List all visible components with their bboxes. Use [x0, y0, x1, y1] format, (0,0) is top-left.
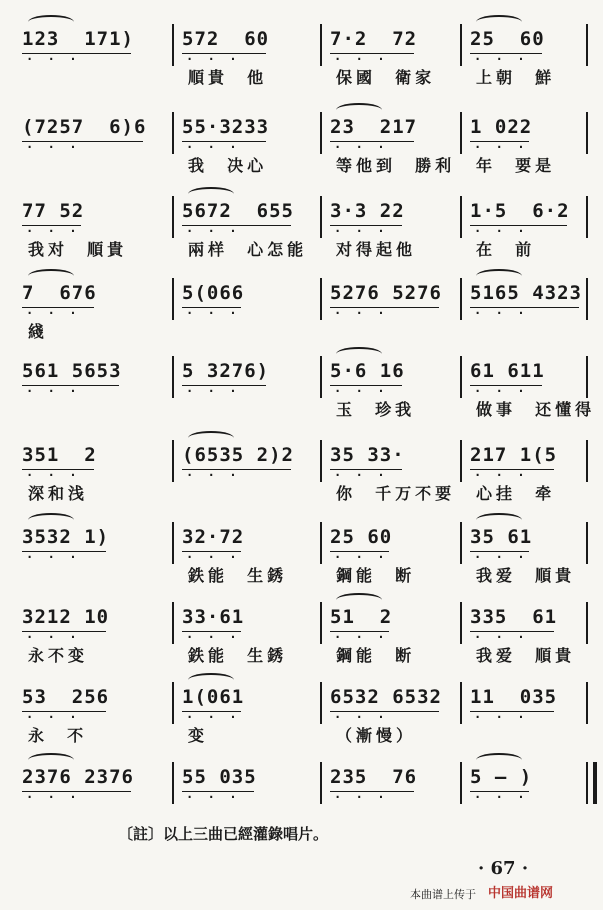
slur-mark — [28, 15, 74, 29]
barline — [172, 682, 174, 724]
barline — [586, 196, 588, 238]
measure-notes: · · · 35 61 — [470, 522, 532, 552]
barline — [586, 522, 588, 564]
slur-mark — [336, 593, 382, 607]
lyric-text: 我爱 順貴 — [476, 566, 576, 585]
footnote: 〔註〕以上三曲已經灌錄唱片。 — [118, 825, 329, 843]
barline — [172, 278, 174, 320]
measure-notes: · · · 5672 655 — [182, 196, 294, 226]
measure-notes: · · · 2376 2376 — [22, 762, 134, 792]
measure-notes: · · · 123 171) — [22, 24, 134, 54]
barline — [320, 112, 322, 154]
barline — [460, 278, 462, 320]
measure-notes: · · · 11 035 — [470, 682, 557, 712]
lyrics-line — [0, 398, 603, 422]
slur-mark — [28, 753, 74, 767]
slur-mark — [336, 103, 382, 117]
barline — [586, 602, 588, 644]
lyric-text: 在 前 — [476, 240, 536, 259]
lyrics-line — [0, 644, 603, 668]
lyric-text: 兩样 心怎能 — [188, 240, 308, 259]
lyrics-line — [0, 564, 603, 588]
measure-notes: · · · 5·6 16 — [330, 356, 405, 386]
measure-notes: · · · 351 2 — [22, 440, 97, 470]
barline — [320, 440, 322, 482]
measure-notes: · · · 335 61 — [470, 602, 557, 632]
barline — [460, 24, 462, 66]
measure-notes: · · · 5 — ) — [470, 762, 532, 792]
measure-notes: · · · 1 022 — [470, 112, 532, 142]
measure-notes: · · · 55·3233 — [182, 112, 269, 142]
notation-line — [0, 762, 603, 792]
notation-line — [0, 278, 603, 308]
barline — [320, 196, 322, 238]
lyrics-line — [0, 482, 603, 506]
lyric-text: 年 要是 — [476, 156, 556, 175]
lyric-text: 玉 珍我 — [336, 400, 416, 419]
lyric-text: 永 不 — [28, 726, 88, 745]
barline — [460, 440, 462, 482]
measure-notes: · · · 77 52 — [22, 196, 84, 226]
measure-notes: · · · 5165 4323 — [470, 278, 582, 308]
measure-notes: · · · 572 60 — [182, 24, 269, 54]
slur-mark — [28, 269, 74, 283]
slur-mark — [336, 347, 382, 361]
barline — [320, 278, 322, 320]
notation-line — [0, 440, 603, 470]
measure-notes: · · · 25 60 — [470, 24, 545, 54]
barline — [320, 356, 322, 398]
barline — [172, 762, 174, 804]
lyric-text: 我 决心 — [188, 156, 268, 175]
notation-line — [0, 602, 603, 632]
measure-notes: · · · (6535 2)2 — [182, 440, 294, 470]
barline — [172, 356, 174, 398]
barline — [320, 682, 322, 724]
notation-line — [0, 682, 603, 712]
measure-notes: · · · 1·5 6·2 — [470, 196, 570, 226]
slur-mark — [476, 513, 522, 527]
lyric-text: 上朝 鮮 — [476, 68, 556, 87]
lyrics-line — [0, 320, 603, 344]
slur-mark — [476, 753, 522, 767]
barline — [460, 602, 462, 644]
lyric-text: 鋼能 断 — [336, 566, 416, 585]
notation-line — [0, 356, 603, 386]
page-number: · 67 · — [478, 858, 529, 879]
measure-notes: · · · 51 2 — [330, 602, 392, 632]
measure-notes: · · · 6532 6532 — [330, 682, 442, 712]
lyric-text: 深和浅 — [28, 484, 89, 503]
barline — [320, 602, 322, 644]
measure-notes: · · · 5(066 — [182, 278, 244, 308]
measure-notes: · · · 25 60 — [330, 522, 392, 552]
slur-mark — [188, 431, 234, 445]
slur-mark — [476, 269, 522, 283]
notation-line — [0, 24, 603, 54]
measure-notes: · · · 33·61 — [182, 602, 244, 632]
measure-notes: · · · 35 33· — [330, 440, 405, 470]
lyric-text: 保國 衛家 — [336, 68, 436, 87]
slur-mark — [476, 15, 522, 29]
lyric-text: 心挂 牵 — [476, 484, 556, 503]
slur-mark — [188, 673, 234, 687]
barline — [460, 356, 462, 398]
source-caption: 本曲谱上传于 — [410, 888, 476, 901]
barline — [586, 278, 588, 320]
lyrics-line — [0, 66, 603, 90]
measure-notes: · · · 3212 10 — [22, 602, 109, 632]
measure-notes: · · · 32·72 — [182, 522, 244, 552]
lyric-text: 鋼能 断 — [336, 646, 416, 665]
barline — [586, 682, 588, 724]
lyric-text: 对得起他 — [336, 240, 417, 259]
barline — [172, 602, 174, 644]
measure-notes: · · · 3·3 22 — [330, 196, 405, 226]
barline — [460, 112, 462, 154]
barline — [460, 196, 462, 238]
lyric-text: 綫 — [28, 322, 49, 341]
barline — [586, 24, 588, 66]
barline — [586, 440, 588, 482]
barline — [172, 112, 174, 154]
barline — [320, 522, 322, 564]
slur-mark — [28, 513, 74, 527]
barline — [320, 24, 322, 66]
lyric-text: 鉄能 生銹 — [188, 566, 288, 585]
lyric-text: 鉄能 生銹 — [188, 646, 288, 665]
barline — [586, 356, 588, 398]
measure-notes: · · · 23 217 — [330, 112, 417, 142]
barline — [586, 112, 588, 154]
final-barline — [586, 762, 597, 804]
measure-notes: · · · 53 256 — [22, 682, 109, 712]
measure-notes: · · · 217 1(5 — [470, 440, 557, 470]
measure-notes: · · · 3532 1) — [22, 522, 109, 552]
barline — [460, 762, 462, 804]
lyric-text: 我爱 順貴 — [476, 646, 576, 665]
measure-notes: · · · 5276 5276 — [330, 278, 442, 308]
barline — [460, 682, 462, 724]
measure-notes: · · · 61 611 — [470, 356, 545, 386]
lyrics-line — [0, 724, 603, 748]
notation-line — [0, 112, 603, 142]
notation-line — [0, 522, 603, 552]
source-site-logo: 中国曲谱网 — [488, 886, 554, 901]
lyric-text: 做事 还懂得 — [476, 400, 596, 419]
lyrics-line — [0, 238, 603, 262]
barline — [172, 24, 174, 66]
measure-notes: · · · 561 5653 — [22, 356, 122, 386]
lyric-text: 順貴 他 — [188, 68, 268, 87]
measure-notes: · · · 235 76 — [330, 762, 417, 792]
lyric-text: 我对 順貴 — [28, 240, 128, 259]
lyric-text: 变 — [188, 726, 209, 745]
barline — [172, 522, 174, 564]
measure-notes: · · · 7·2 72 — [330, 24, 417, 54]
barline — [320, 762, 322, 804]
barline — [172, 196, 174, 238]
lyric-text: 等他到 勝利 — [336, 156, 456, 175]
lyrics-line — [0, 154, 603, 178]
lyric-text: 你 千万不要 — [336, 484, 456, 503]
lyric-text: （漸慢） — [336, 726, 417, 745]
barline — [172, 440, 174, 482]
measure-notes: · · · 7 676 — [22, 278, 97, 308]
slur-mark — [188, 187, 234, 201]
barline — [460, 522, 462, 564]
measure-notes: · · · 55 035 — [182, 762, 257, 792]
lyric-text: 永不变 — [28, 646, 89, 665]
notation-line — [0, 196, 603, 226]
measure-notes: · · · 5 3276) — [182, 356, 269, 386]
measure-notes: · · · 1(061 — [182, 682, 244, 712]
measure-notes: · · · (7257 6)6 — [22, 112, 146, 142]
